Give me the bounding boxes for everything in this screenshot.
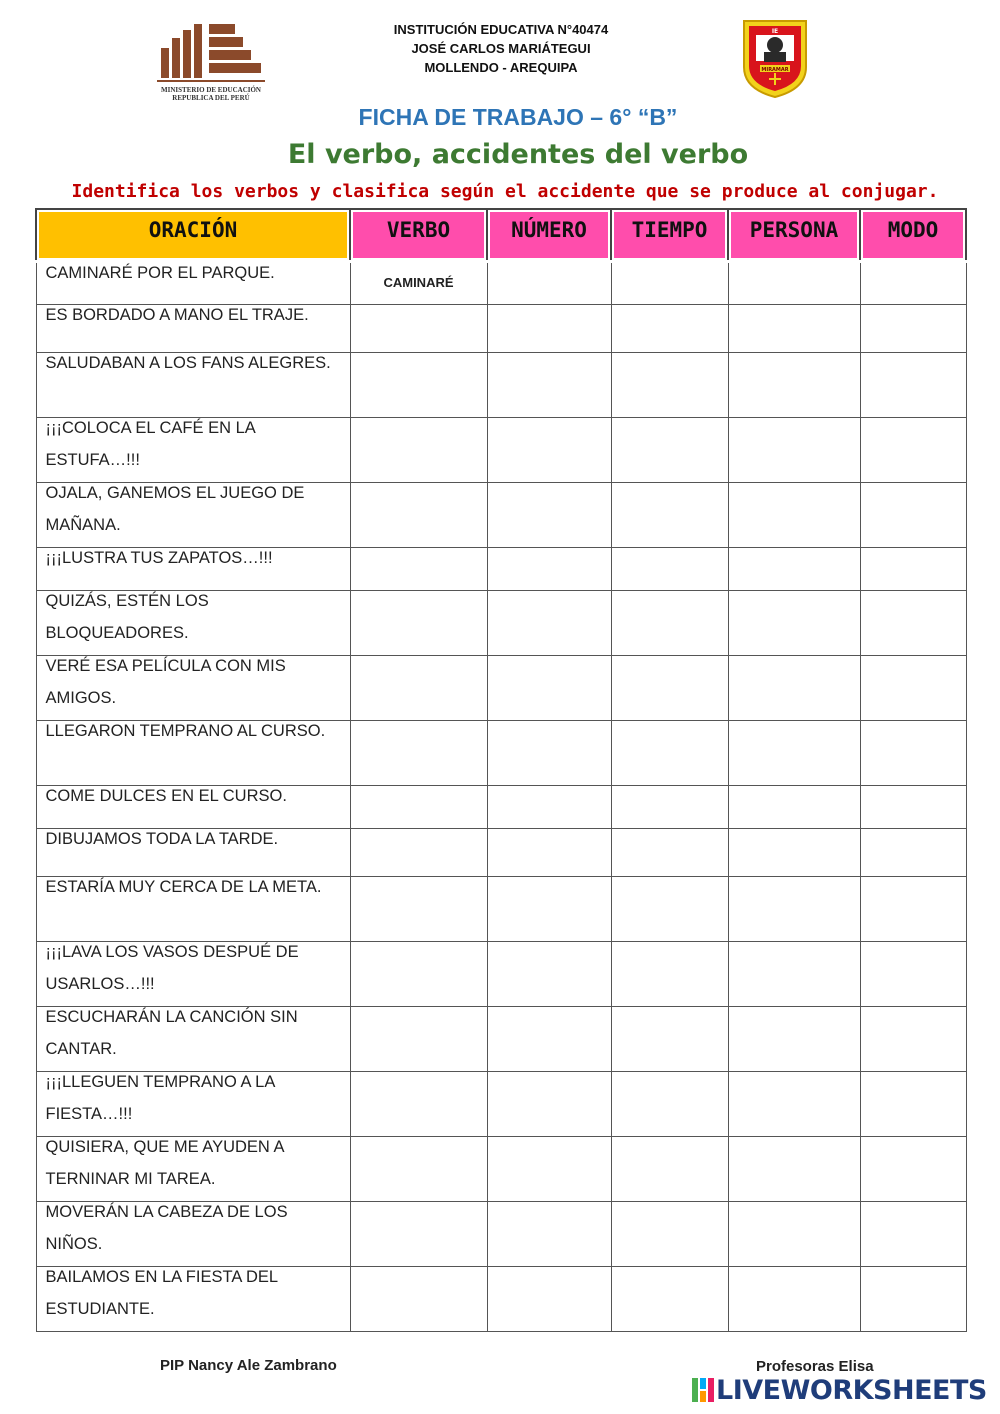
sentence-cell	[36, 1267, 350, 1332]
header-numero	[487, 209, 611, 262]
sentence-cell	[36, 656, 350, 721]
verbo-answer-field[interactable]	[350, 262, 487, 305]
persona-answer-field[interactable]	[728, 721, 860, 786]
numero-answer-field[interactable]	[487, 591, 611, 656]
verbo-answer-text	[351, 1202, 487, 1206]
numero-answer-field[interactable]	[487, 1007, 611, 1072]
table-row	[36, 418, 966, 483]
verbo-answer-text	[351, 1267, 487, 1271]
modo-answer-field[interactable]	[860, 942, 966, 1007]
verbo-answer-field[interactable]	[350, 786, 487, 829]
institution-line-1: INSTITUCIÓN EDUCATIVA N°40474	[393, 22, 609, 37]
header-numero-label: NÚMERO	[511, 218, 587, 242]
verbo-answer-field[interactable]	[350, 721, 487, 786]
numero-answer-field[interactable]	[487, 305, 611, 353]
ministry-bars-icon	[155, 20, 267, 84]
sentence-text: LLEGARON TEMPRANO AL CURSO.	[45, 722, 326, 740]
sentence-cell	[36, 483, 350, 548]
institution-line-3: MOLLENDO - AREQUIPA	[424, 60, 578, 75]
sentence-cell	[36, 1007, 350, 1072]
table-row	[36, 1202, 966, 1267]
modo-answer-field[interactable]	[860, 829, 966, 877]
numero-answer-field[interactable]	[487, 942, 611, 1007]
verbo-answer-text	[351, 942, 487, 946]
school-crest	[740, 17, 810, 99]
table-row	[36, 942, 966, 1007]
sentence-text: SALUDABAN A LOS FANS ALEGRES.	[45, 354, 331, 372]
verbo-answer-field[interactable]	[350, 1072, 487, 1137]
persona-answer-field[interactable]	[728, 305, 860, 353]
numero-answer-field[interactable]	[487, 1072, 611, 1137]
sentence-text: COME DULCES EN EL CURSO.	[45, 787, 287, 805]
verbo-answer-field[interactable]	[350, 483, 487, 548]
persona-answer-field[interactable]	[728, 786, 860, 829]
verbo-answer-text	[351, 656, 487, 660]
persona-answer-field[interactable]	[728, 1267, 860, 1332]
modo-answer-field[interactable]	[860, 548, 966, 591]
verbo-answer-text	[351, 1007, 487, 1011]
sentence-cell	[36, 721, 350, 786]
verbo-answer-text	[351, 829, 487, 833]
sentence-text: BAILAMOS EN LA FIESTA DEL ESTUDIANTE.	[45, 1268, 278, 1318]
verbo-answer-field[interactable]	[350, 305, 487, 353]
verbo-answer-field[interactable]	[350, 548, 487, 591]
persona-answer-field[interactable]	[728, 1072, 860, 1137]
header-tiempo	[611, 209, 728, 262]
verbo-answer-text	[351, 591, 487, 595]
modo-answer-field[interactable]	[860, 1137, 966, 1202]
tiempo-answer-field[interactable]	[611, 1072, 728, 1137]
liveworksheets-brand	[692, 1374, 987, 1406]
modo-answer-field[interactable]	[860, 418, 966, 483]
numero-answer-field[interactable]	[487, 721, 611, 786]
header-tiempo-label: TIEMPO	[631, 218, 708, 242]
tiempo-answer-field[interactable]	[611, 1267, 728, 1332]
persona-answer-field[interactable]	[728, 656, 860, 721]
ministry-caption-2: REPUBLICA DEL PERÚ	[172, 94, 250, 102]
tiempo-answer-field[interactable]	[611, 262, 728, 305]
verbo-answer-field[interactable]	[350, 1137, 487, 1202]
numero-answer-field[interactable]	[487, 786, 611, 829]
institution-line-2: JOSÉ CARLOS MARIÁTEGUI	[411, 41, 591, 56]
modo-answer-field[interactable]	[860, 1072, 966, 1137]
modo-answer-field[interactable]	[860, 721, 966, 786]
table-row	[36, 1072, 966, 1137]
tiempo-answer-field[interactable]	[611, 656, 728, 721]
table-row	[36, 483, 966, 548]
sentence-text: QUIZÁS, ESTÉN LOS BLOQUEADORES.	[45, 592, 209, 642]
numero-answer-field[interactable]	[487, 656, 611, 721]
verbo-answer-field[interactable]	[350, 829, 487, 877]
header-verbo	[350, 209, 487, 262]
tiempo-answer-field[interactable]	[611, 548, 728, 591]
table-header-row	[36, 209, 966, 262]
institution-header	[300, 20, 702, 77]
sentence-text: CAMINARÉ POR EL PARQUE.	[45, 264, 275, 282]
sentence-cell	[36, 1137, 350, 1202]
sentence-cell	[36, 418, 350, 483]
persona-answer-field[interactable]	[728, 483, 860, 548]
crest-shield-icon	[740, 17, 810, 99]
header-oracion-label: ORACIÓN	[148, 218, 238, 242]
numero-answer-field[interactable]	[487, 418, 611, 483]
modo-answer-field[interactable]	[860, 656, 966, 721]
verbo-answer-text	[351, 418, 487, 422]
header-persona-label: PERSONA	[749, 218, 839, 242]
tiempo-answer-field[interactable]	[611, 305, 728, 353]
modo-answer-field[interactable]	[860, 1267, 966, 1332]
sentence-text: OJALA, GANEMOS EL JUEGO DE MAÑANA.	[45, 484, 305, 534]
sentence-cell	[36, 1072, 350, 1137]
sentence-cell	[36, 942, 350, 1007]
persona-answer-field[interactable]	[728, 1202, 860, 1267]
tiempo-answer-field[interactable]	[611, 1137, 728, 1202]
modo-answer-field[interactable]	[860, 305, 966, 353]
numero-answer-field[interactable]	[487, 1137, 611, 1202]
verbo-answer-text	[351, 786, 487, 790]
tiempo-answer-field[interactable]	[611, 1007, 728, 1072]
modo-answer-field[interactable]	[860, 262, 966, 305]
sentence-cell	[36, 591, 350, 656]
persona-answer-field[interactable]	[728, 418, 860, 483]
persona-answer-field[interactable]	[728, 262, 860, 305]
verbo-answer-text	[351, 877, 487, 881]
table-row	[36, 656, 966, 721]
verbo-answer-field[interactable]	[350, 877, 487, 942]
numero-answer-field[interactable]	[487, 829, 611, 877]
sentence-text: DIBUJAMOS TODA LA TARDE.	[45, 830, 279, 848]
numero-answer-field[interactable]	[487, 1267, 611, 1332]
table-row	[36, 591, 966, 656]
verbo-answer-field[interactable]	[350, 1007, 487, 1072]
tiempo-answer-field[interactable]	[611, 483, 728, 548]
persona-answer-field[interactable]	[728, 942, 860, 1007]
sentence-text: ES BORDADO A MANO EL TRAJE.	[45, 306, 309, 324]
crest-label-bottom: MIRAMAR	[761, 67, 789, 73]
sheet-title: FICHA DE TRABAJO – 6° “B”	[358, 104, 678, 130]
persona-answer-field[interactable]	[728, 829, 860, 877]
numero-answer-field[interactable]	[487, 353, 611, 418]
ministry-caption-1: MINISTERIO DE EDUCACIÓN	[161, 86, 261, 94]
worksheet-table	[35, 208, 967, 1332]
modo-answer-field[interactable]	[860, 483, 966, 548]
table-row	[36, 1267, 966, 1332]
verbo-answer-field[interactable]	[350, 656, 487, 721]
modo-answer-field[interactable]	[860, 786, 966, 829]
sentence-text: ¡¡¡LAVA LOS VASOS DESPUÉ DE USARLOS…!!!	[45, 943, 299, 993]
sentence-text: ESTARÍA MUY CERCA DE LA META.	[45, 878, 322, 896]
sentence-text: ESCUCHARÁN LA CANCIÓN SIN CANTAR.	[45, 1008, 298, 1058]
modo-answer-field[interactable]	[860, 1202, 966, 1267]
table-row	[36, 829, 966, 877]
sentence-cell	[36, 877, 350, 942]
verbo-answer-text	[351, 721, 487, 725]
persona-answer-field[interactable]	[728, 548, 860, 591]
header-oracion	[36, 209, 350, 262]
numero-answer-field[interactable]	[487, 548, 611, 591]
table-body	[36, 262, 966, 1332]
tiempo-answer-field[interactable]	[611, 877, 728, 942]
sentence-cell	[36, 353, 350, 418]
persona-answer-field[interactable]	[728, 353, 860, 418]
persona-answer-field[interactable]	[728, 1007, 860, 1072]
verbo-answer-text: CAMINARÉ	[383, 275, 454, 290]
sentence-text: MOVERÁN LA CABEZA DE LOS NIÑOS.	[45, 1203, 288, 1253]
sentence-text: ¡¡¡LUSTRA TUS ZAPATOS…!!!	[45, 549, 273, 567]
liveworksheets-wordmark: LIVEWORKSHEETS	[716, 1374, 987, 1406]
sentence-text: VERÉ ESA PELÍCULA CON MIS AMIGOS.	[45, 657, 286, 707]
persona-answer-field[interactable]	[728, 877, 860, 942]
tiempo-answer-field[interactable]	[611, 721, 728, 786]
instruction-text: Identifica los verbos y clasifica según el accidente que se produce al conjugar.	[71, 181, 939, 202]
verbo-answer-text	[351, 353, 487, 357]
modo-answer-field[interactable]	[860, 353, 966, 418]
verbo-answer-field[interactable]	[350, 353, 487, 418]
topic-title: El verbo, accidentes del verbo	[287, 139, 749, 170]
tiempo-answer-field[interactable]	[611, 1202, 728, 1267]
verbo-answer-field[interactable]	[350, 942, 487, 1007]
verbo-answer-field[interactable]	[350, 418, 487, 483]
modo-answer-field[interactable]	[860, 877, 966, 942]
numero-answer-field[interactable]	[487, 262, 611, 305]
sentence-cell	[36, 305, 350, 353]
tiempo-answer-field[interactable]	[611, 591, 728, 656]
modo-answer-field[interactable]	[860, 1007, 966, 1072]
verbo-answer-text	[351, 1137, 487, 1141]
persona-answer-field[interactable]	[728, 591, 860, 656]
tiempo-answer-field[interactable]	[611, 786, 728, 829]
numero-answer-field[interactable]	[487, 877, 611, 942]
header-modo	[860, 209, 966, 262]
liveworksheets-logo-icon	[692, 1378, 714, 1402]
sentence-cell	[36, 829, 350, 877]
numero-answer-field[interactable]	[487, 1202, 611, 1267]
table-row	[36, 305, 966, 353]
tiempo-answer-field[interactable]	[611, 942, 728, 1007]
tiempo-answer-field[interactable]	[611, 418, 728, 483]
header-persona	[728, 209, 860, 262]
table-row	[36, 877, 966, 942]
verbo-answer-field[interactable]	[350, 591, 487, 656]
verbo-answer-text	[351, 548, 487, 552]
sentence-text: ¡¡¡LLEGUEN TEMPRANO A LA FIESTA…!!!	[45, 1073, 275, 1123]
modo-answer-field[interactable]	[860, 591, 966, 656]
sentence-text: QUISIERA, QUE ME AYUDEN A TERNINAR MI TAREA.	[45, 1138, 284, 1188]
ministry-logo	[155, 20, 270, 110]
table-row	[36, 1007, 966, 1072]
table-row	[36, 721, 966, 786]
table-row	[36, 1137, 966, 1202]
sentence-text: ¡¡¡COLOCA EL CAFÉ EN LA ESTUFA…!!!	[45, 419, 255, 469]
persona-answer-field[interactable]	[728, 1137, 860, 1202]
numero-answer-field[interactable]	[487, 483, 611, 548]
verbo-answer-field[interactable]	[350, 1267, 487, 1332]
verbo-answer-text	[351, 483, 487, 487]
tiempo-answer-field[interactable]	[611, 353, 728, 418]
header-verbo-label: VERBO	[386, 218, 451, 242]
table-row	[36, 353, 966, 418]
teachers-label: Profesoras Elisa	[756, 1358, 874, 1375]
sentence-cell	[36, 1202, 350, 1267]
header-modo-label: MODO	[887, 218, 939, 242]
verbo-answer-text	[351, 1072, 487, 1076]
crest-label-top: IE	[771, 28, 779, 35]
verbo-answer-text	[351, 305, 487, 309]
tiempo-answer-field[interactable]	[611, 829, 728, 877]
teacher-name: PIP Nancy Ale Zambrano	[160, 1357, 337, 1374]
verbo-answer-field[interactable]	[350, 1202, 487, 1267]
